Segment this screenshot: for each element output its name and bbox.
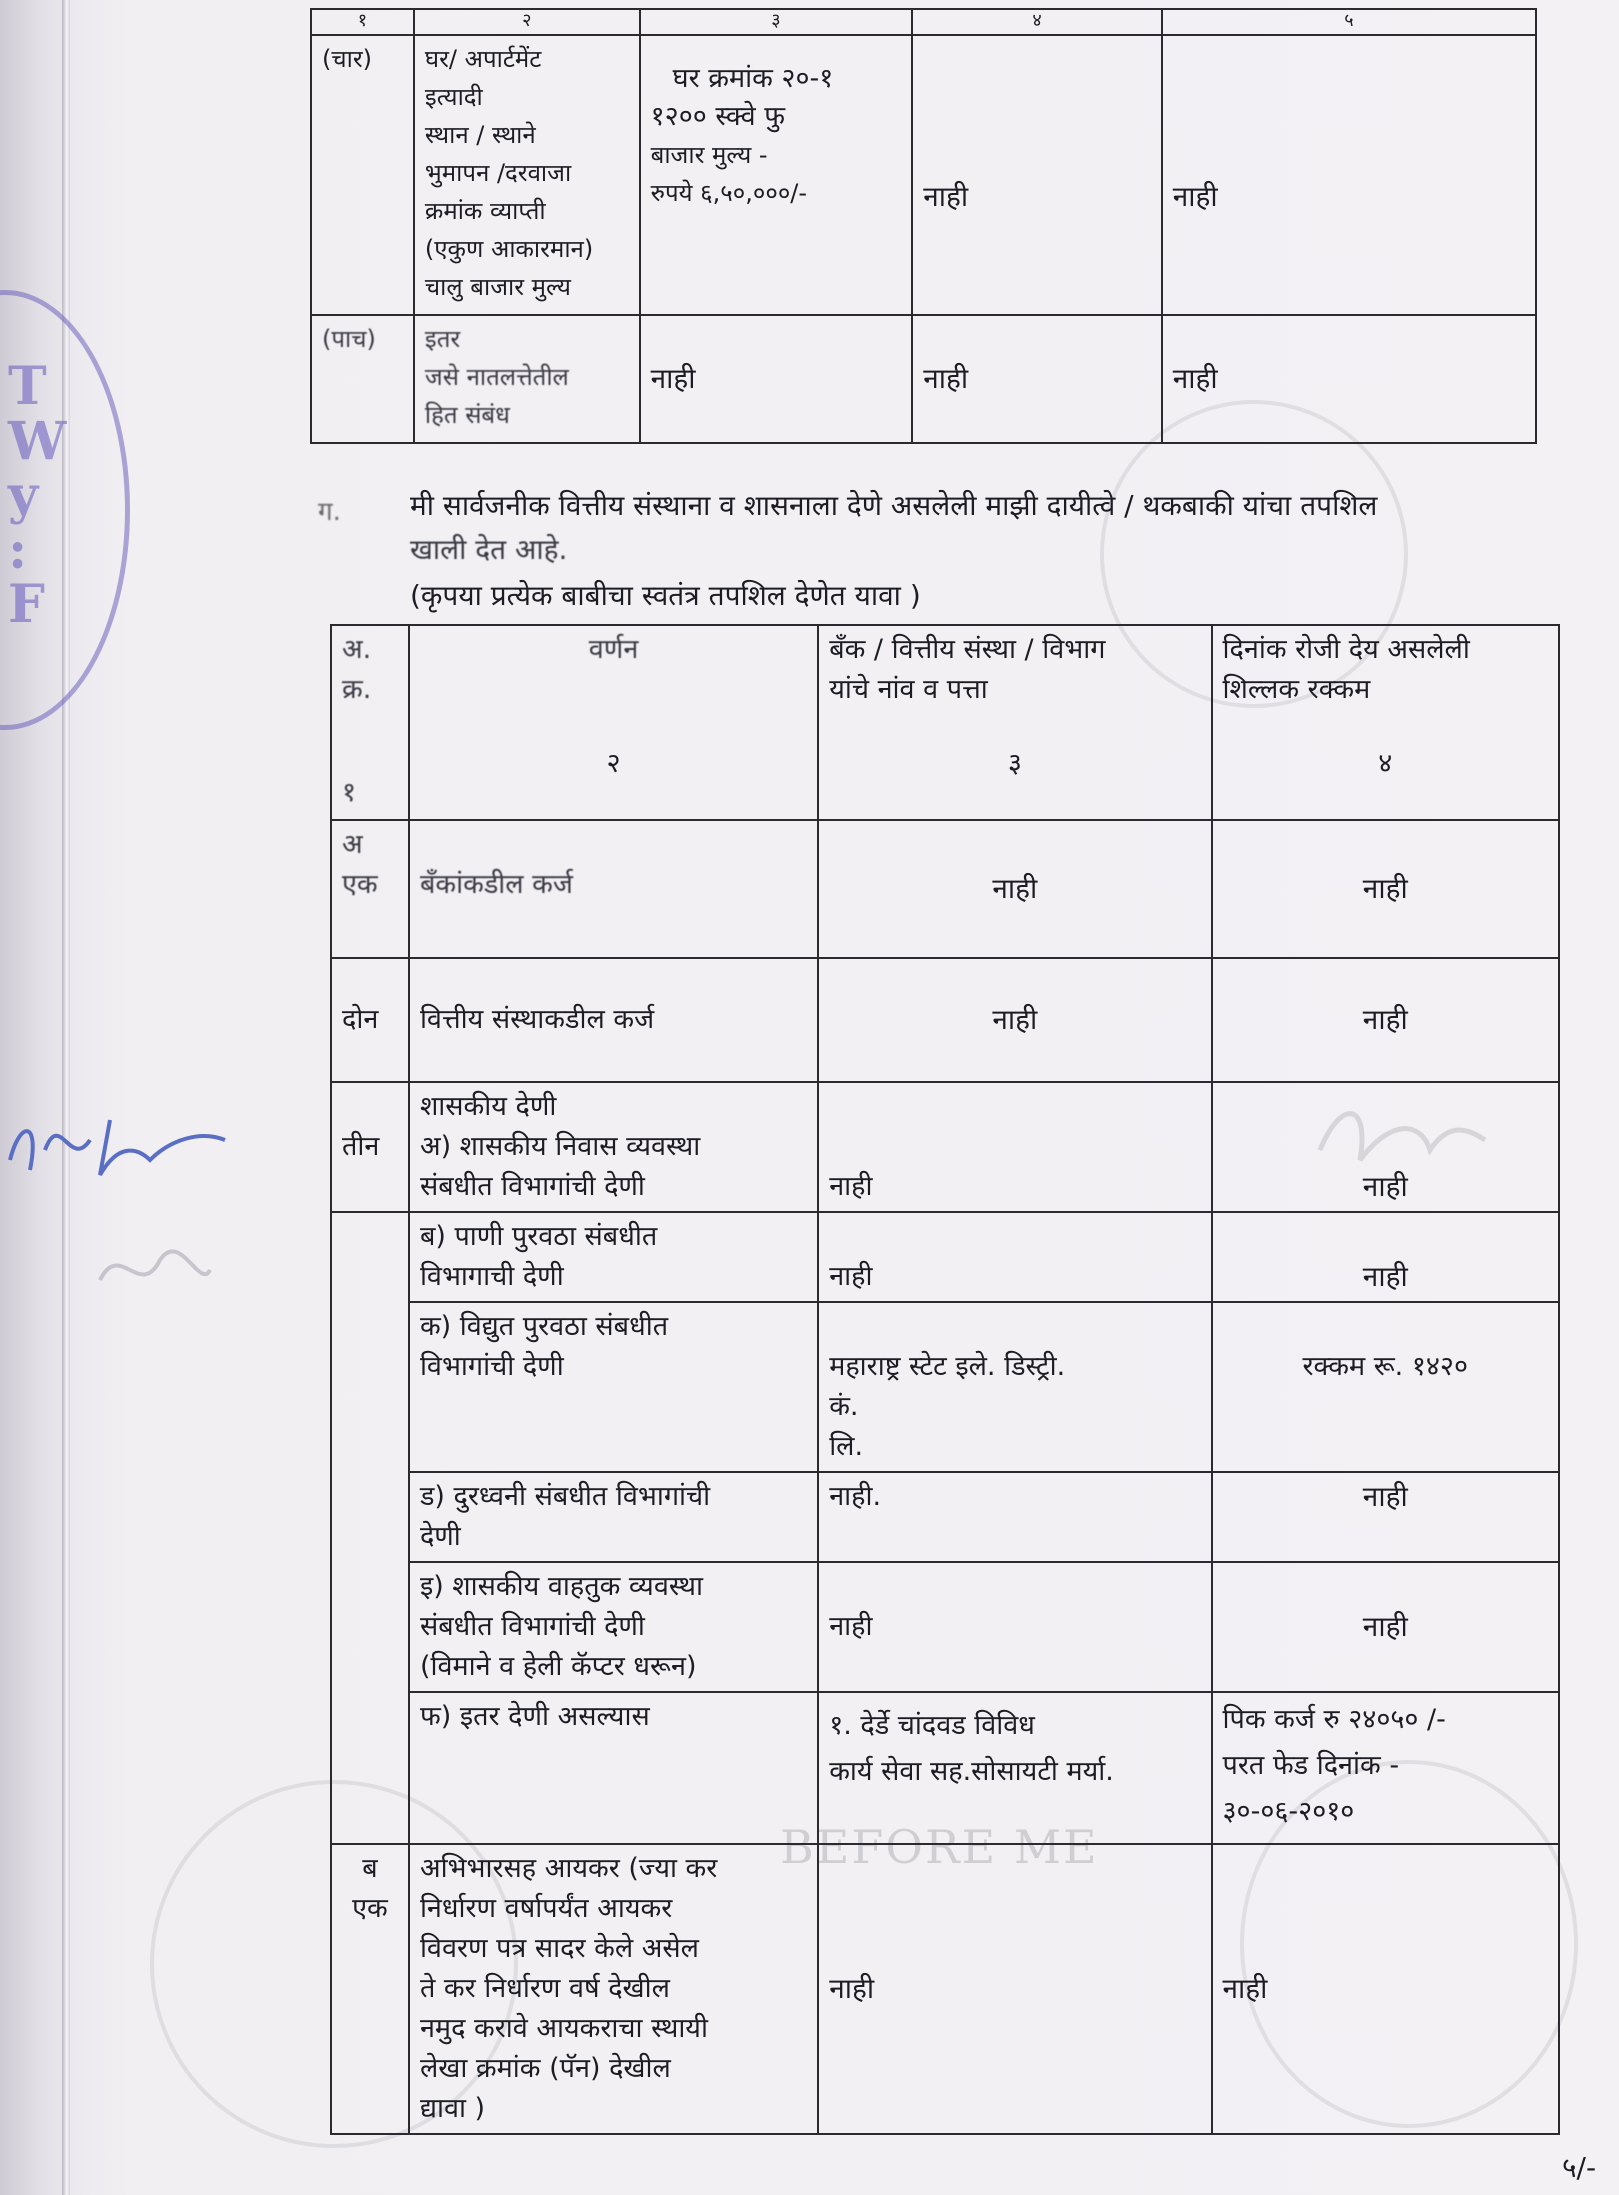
- header-bank: बँक / वित्तीय संस्था / विभाग यांचे नांव व पत्ता ३: [818, 625, 1211, 820]
- section-heading-line1: मी सार्वजनीक वित्तीय संस्थाना व शासनाला देणे असलेली माझी दायीत्वे / थकबाकी यांचा तपशिल: [410, 489, 1378, 522]
- row-description: बँकांकडील कर्ज: [409, 820, 818, 958]
- page-number: ५/-: [1562, 2151, 1597, 2184]
- header-description: वर्णन २: [409, 625, 818, 820]
- row-number: [331, 1472, 409, 1562]
- row-number: ब एक: [331, 1844, 409, 2134]
- table-row: [331, 1302, 1559, 1472]
- row-description: ड) दुरध्वनी संबधीत विभागांची देणी: [409, 1472, 818, 1562]
- row-bank: नाही: [818, 1082, 1211, 1212]
- table-row: [331, 1692, 1559, 1844]
- header-mark-3: ३: [640, 9, 913, 35]
- table-row: [311, 315, 1536, 443]
- table-row: [331, 1562, 1559, 1692]
- table-row: [331, 1844, 1559, 2134]
- row-amount: नाही: [1212, 1844, 1559, 2134]
- row-bank: नाही: [818, 1562, 1211, 1692]
- header-mark-4: ४: [912, 9, 1162, 35]
- before-me-stamp: BEFORE ME: [780, 1820, 1099, 1874]
- header-serial: अ. क्र. १: [331, 625, 409, 820]
- blue-signature-icon: [0, 1080, 240, 1190]
- assets-table-continued: [310, 8, 1537, 444]
- row-description: शासकीय देणी अ) शासकीय निवास व्यवस्था संबधीत विभागांची देणी: [409, 1082, 818, 1212]
- row-number: (चार): [311, 35, 414, 315]
- row-amount: नाही: [1212, 1472, 1559, 1562]
- row-bank: नाही: [818, 1212, 1211, 1302]
- row-number: [331, 1302, 409, 1472]
- row-bank: नाही: [818, 1844, 1211, 2134]
- table-header-row: [331, 625, 1559, 820]
- row-description: वित्तीय संस्थाकडील कर्ज: [409, 958, 818, 1082]
- table-row: [331, 958, 1559, 1082]
- row-number: [331, 1692, 409, 1844]
- section-heading-line2: खाली देत आहे.: [410, 533, 568, 566]
- row-bank: १. देर्डे चांदवड विविध कार्य सेवा सह.सोसायटी मर्या.: [818, 1692, 1211, 1844]
- liabilities-table: [330, 624, 1560, 2135]
- row-amount: नाही: [1212, 958, 1559, 1082]
- row-number: अ एक: [331, 820, 409, 958]
- row-number: (पाच): [311, 315, 414, 443]
- col3-value: नाही: [640, 315, 913, 443]
- row-description: अभिभारसह आयकर (ज्या कर निर्धारण वर्षापर्यंत आयकर विवरण पत्र सादर केले असेल ते कर निर्धारण वर्ष देखील नमुद करावे आयकराचा स्थायी लेखा क्रमांक (पॅन) देखील द्यावा ): [409, 1844, 818, 2134]
- header-amount: दिनांक रोजी देय असलेली शिल्लक रक्कम ४: [1212, 625, 1559, 820]
- section-marker: ग.: [318, 497, 341, 527]
- row-description: फ) इतर देणी असल्यास: [409, 1692, 818, 1844]
- row-amount: नाही: [1212, 1212, 1559, 1302]
- row-number: तीन: [331, 1082, 409, 1212]
- property-details: घर क्रमांक २०-१ १२०० स्क्वे फु बाजार मुल्य - रुपये ६,५०,०००/-: [640, 35, 913, 315]
- table-row: [331, 1212, 1559, 1302]
- row-number: [331, 1212, 409, 1302]
- table-row: [331, 1082, 1559, 1212]
- row-bank: महाराष्ट्र स्टेट इले. डिस्ट्री. कं. लि.: [818, 1302, 1211, 1472]
- col4-value: नाही: [912, 35, 1162, 315]
- row-amount: पिक कर्ज रु २४०५० /- परत फेड दिनांक - ३०-०६-२०१०: [1212, 1692, 1559, 1844]
- table-row: [311, 35, 1536, 315]
- row-description: इ) शासकीय वाहतुक व्यवस्था संबधीत विभागांची देणी (विमाने व हेली कॅप्टर धरून): [409, 1562, 818, 1692]
- table-row: [331, 1472, 1559, 1562]
- stamp-fragment-icon: T W y : F: [8, 356, 67, 636]
- row-bank: नाही: [818, 958, 1211, 1082]
- col5-value: नाही: [1162, 35, 1536, 315]
- row-label: इतर जसे नातलत्तेतील हित संबंध: [414, 315, 640, 443]
- row-amount: नाही: [1212, 1562, 1559, 1692]
- row-bank: नाही: [818, 820, 1211, 958]
- col5-value: नाही: [1162, 315, 1536, 443]
- row-amount: नाही: [1212, 820, 1559, 958]
- header-mark-1: १: [311, 9, 414, 35]
- faint-signature-icon: [90, 1220, 220, 1310]
- row-description: क) विद्युत पुरवठा संबधीत विभागांची देणी: [409, 1302, 818, 1472]
- header-mark-2: २: [414, 9, 640, 35]
- section-heading-line3: (कृपया प्रत्येक बाबीचा स्वतंत्र तपशिल देणेत यावा ): [410, 579, 921, 612]
- table-row: [331, 820, 1559, 958]
- row-amount: रक्कम रू. १४२०: [1212, 1302, 1559, 1472]
- col4-value: नाही: [912, 315, 1162, 443]
- header-mark-5: ५: [1162, 9, 1536, 35]
- row-description: ब) पाणी पुरवठा संबधीत विभागाची देणी: [409, 1212, 818, 1302]
- row-amount: नाही: [1212, 1082, 1559, 1212]
- row-number: [331, 1562, 409, 1692]
- row-label: घर/ अपार्टमेंट इत्यादी स्थान / स्थाने भुमापन /दरवाजा क्रमांक व्याप्ती (एकुण आकारमान) चालु बाजार मुल्य: [414, 35, 640, 315]
- row-number: दोन: [331, 958, 409, 1082]
- row-bank: नाही.: [818, 1472, 1211, 1562]
